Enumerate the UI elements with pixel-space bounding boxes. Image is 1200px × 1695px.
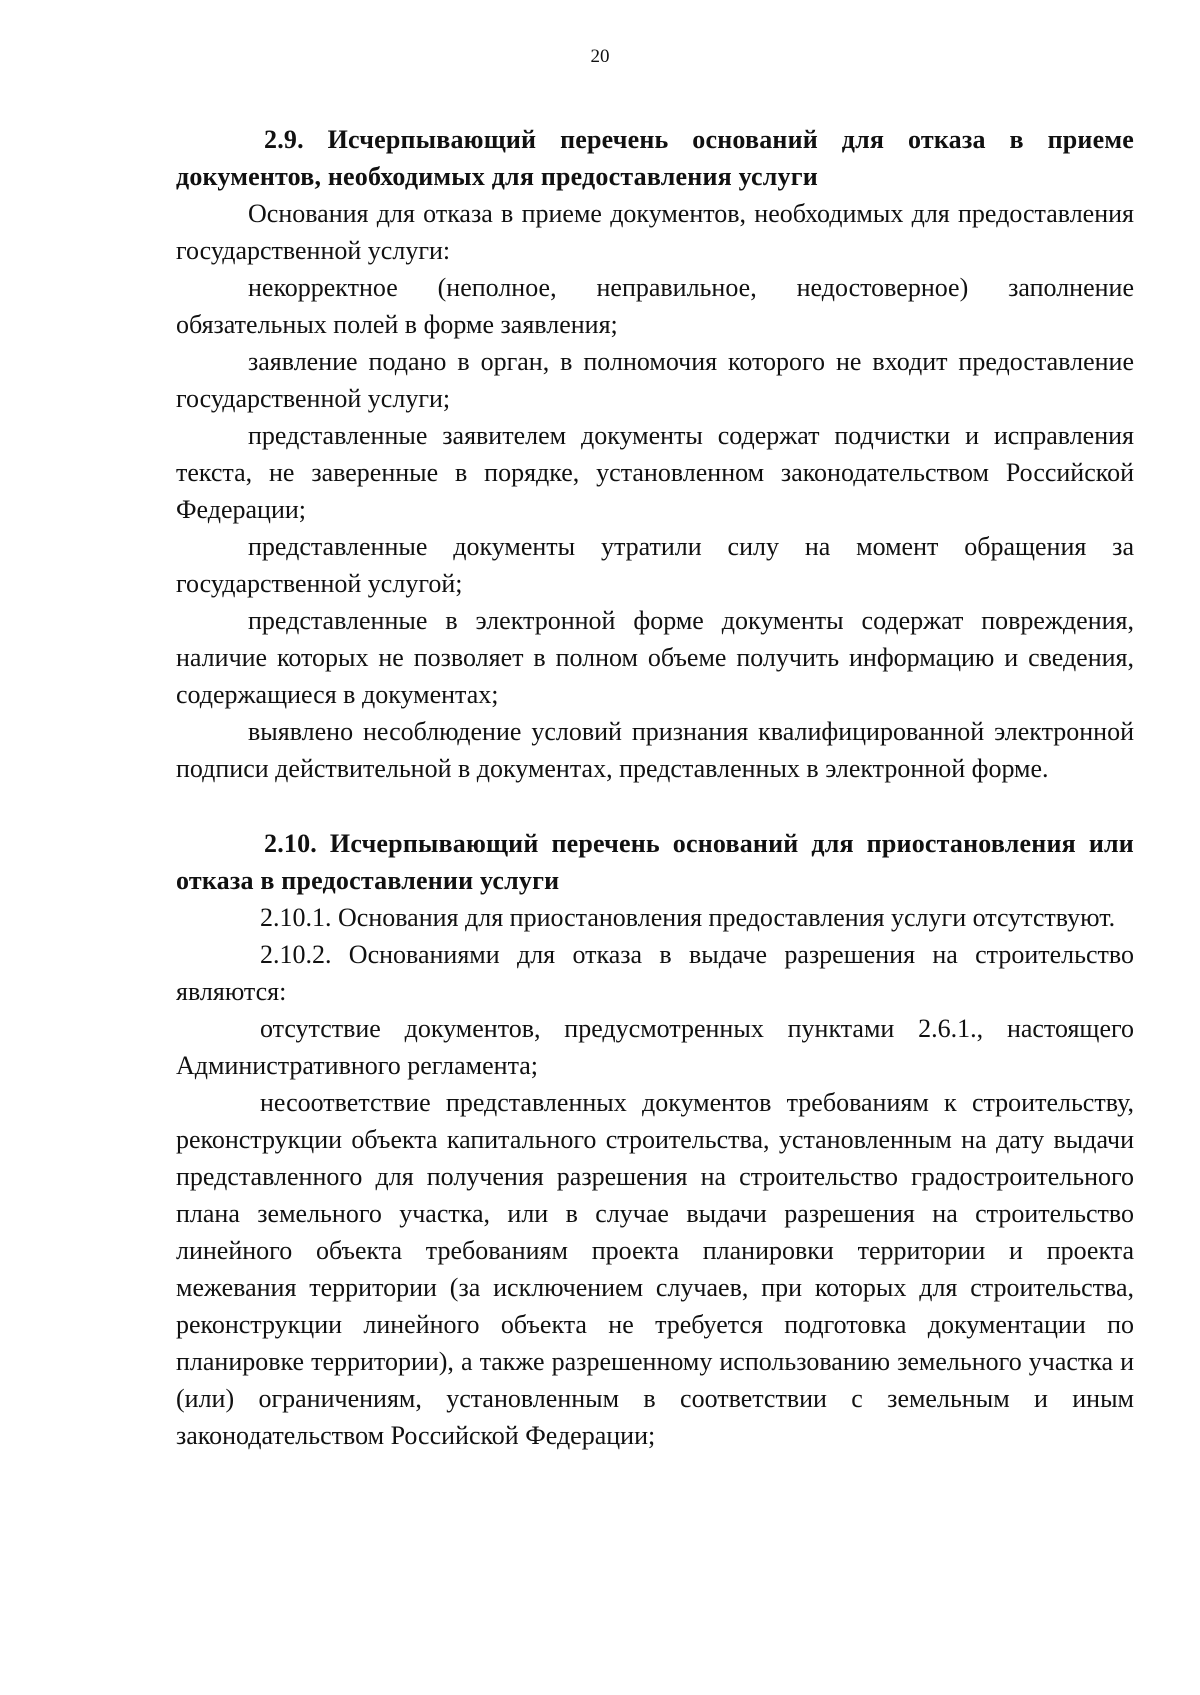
section-2-9-heading: 2.9. Исчерпывающий перечень оснований для отказа в приеме документов, необходимых для предоставления услуги — [176, 125, 1134, 191]
section-2-9-item: некорректное (неполное, неправильное, недостоверное) заполнение обязательных полей в форме заявления; — [176, 273, 1134, 339]
section-2-9-item: представленные в электронной форме документы содержат повреждения, наличие которых не позволяет в полном объеме получить информацию и сведения, содержащиеся в документах; — [176, 606, 1134, 709]
section-2-10-2-paragraph: 2.10.2. Основаниями для отказа в выдаче разрешения на строительство являются: — [176, 940, 1134, 1006]
section-2-10-item: отсутствие документов, предусмотренных пунктами 2.6.1., настоящего Административного регламента; — [176, 1014, 1134, 1080]
section-2-10-1-paragraph: 2.10.1. Основания для приостановления предоставления услуги отсутствуют. — [260, 903, 1116, 932]
page-number: 20 — [590, 46, 610, 67]
section-2-9-intro: Основания для отказа в приеме документов, необходимых для предоставления государственной услуги: — [176, 199, 1134, 265]
section-2-10-item: несоответствие представленных документов требованиям к строительству, реконструкции объекта капитального строительства, установленным на дату выдачи представленного для получения разрешения на строительство градостроительного плана земельного участка, или в случае выдачи разрешения на строительство линейного объекта требованиям проекта планировки территории и проекта межевания территории (за исключением случаев, при которых для строительства, реконструкции линейного объекта не требуется подготовка документации по планировке территории), а также разрешенному использованию земельного участка и (или) ограничениям, установленным в соответствии с земельным и иным законодательством Российской Федерации; — [176, 1088, 1134, 1450]
section-2-10-heading: 2.10. Исчерпывающий перечень оснований для приостановления или отказа в предоставлении услуги — [176, 829, 1134, 895]
section-2-9-item: представленные заявителем документы содержат подчистки и исправления текста, не заверенные в порядке, установленном законодательством Российской Федерации; — [176, 421, 1134, 524]
section-2-9-item: выявлено несоблюдение условий признания квалифицированной электронной подписи действительной в документах, представленных в электронной форме. — [176, 717, 1134, 783]
document-body — [176, 121, 1134, 1454]
section-2-9-item: представленные документы утратили силу на момент обращения за государственной услугой; — [176, 532, 1134, 598]
section-spacer — [176, 787, 1134, 825]
section-2-9-item: заявление подано в орган, в полномочия которого не входит предоставление государственной услуги; — [176, 347, 1134, 413]
